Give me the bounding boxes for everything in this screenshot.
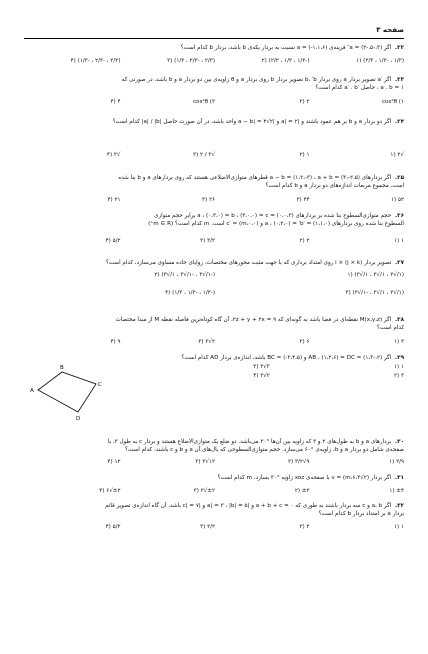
- option-2[interactable]: ۲ (۲: [299, 238, 310, 244]
- question-30-stem-line2: [26, 446, 404, 454]
- question-text: بردار a بر امتداد بردار b کدام است؟: [318, 511, 404, 517]
- header-divider: [24, 38, 404, 39]
- option-4[interactable]: ۲۱ (۴: [107, 197, 121, 203]
- option-4[interactable]: ۵/۲ (۴: [105, 524, 121, 530]
- option-3[interactable]: ۳√۳ (۳: [253, 364, 270, 370]
- question-32-options: [26, 522, 404, 532]
- point-c-label: C: [98, 382, 102, 388]
- question-32-stem-line2: [26, 510, 404, 518]
- question-31-stem: [26, 474, 404, 482]
- option-2[interactable]: (-۱/۳ ، ۱/۳ ، ۲/۳) (۲: [261, 58, 310, 64]
- option-3[interactable]: ۱۲√۳ (۳: [195, 459, 215, 465]
- option-3[interactable]: ±۲√۳ (۳: [193, 488, 215, 494]
- quadrilateral-diagram: [28, 360, 108, 422]
- question-text: کدام است؟: [376, 325, 404, 331]
- question-text: تصویر بردار i × (j × k) روی امتداد برداری که با جهت مثبت محورهای مختصات، زوایای حاده مساوی می‌سازد، کدام است؟: [105, 260, 392, 266]
- option-3[interactable]: √۳ / ۲ (۳: [192, 152, 215, 158]
- question-23-stem-line2: [26, 84, 404, 92]
- question-24-options: [26, 150, 404, 160]
- question-number: ۲۶.: [395, 213, 404, 219]
- question-25-stem-line2: [26, 182, 404, 190]
- option-4[interactable]: ۱۲ (۴: [107, 459, 121, 465]
- question-26-stem-line2: [26, 220, 404, 228]
- option-1[interactable]: ±۴ (۱: [389, 488, 404, 494]
- question-number: ۳۲.: [395, 503, 404, 509]
- option-4[interactable]: (-۱/۳ ، -۱/۳ ، ۱/۳) (۴: [165, 290, 215, 296]
- question-text: اگر بردار (۲√۳،m،۶) = v با صفحه‌ی xoz زاویه °۳۰ بسازد، m کدام است؟: [217, 475, 392, 481]
- question-24-stem: [26, 118, 404, 126]
- question-32-stem: [26, 502, 404, 510]
- option-4[interactable]: ۹ (۴: [110, 339, 121, 345]
- option-2[interactable]: ۹√۳/۲ (۲: [288, 459, 310, 465]
- question-number: ۲۸.: [395, 317, 404, 323]
- option-1[interactable]: ۵۲ (۱: [391, 197, 404, 203]
- question-23-stem: [26, 76, 404, 84]
- option-4[interactable]: ۴ (۴: [110, 99, 121, 105]
- point-b-label: B: [60, 365, 64, 371]
- question-text: است. مجموع مربعات اندازه‌های دو بردار a و b کدام است؟: [265, 183, 404, 189]
- option-3[interactable]: ۳/۲ (۳: [200, 524, 215, 530]
- question-text: السطوح بنا شده روی بردارهای (۱،۱،۰) = ′a ، (۰،۲،۰) = ′b و (۰،۰،m) = ′c است. m کدام است؟ (m ∈ R⁺): [148, 221, 404, 227]
- option-3[interactable]: ۲√۳ (۳: [198, 339, 215, 345]
- option-3[interactable]: (۲/۳ ، -۲/۳ ، ۱/۳) (۳: [167, 58, 215, 64]
- question-26-stem: [26, 212, 404, 220]
- option-2[interactable]: ۳ (۲: [394, 373, 404, 379]
- option-4[interactable]: ۵/۲ (۴: [105, 238, 121, 244]
- option-4[interactable]: ۲√۳ (۴: [253, 373, 270, 379]
- question-text: اگر (۳،-۵،-۲) = a″ قرینه‌ی a = (-۱،۱،۶) نسبت به بردار یکه‌ی b باشد، بردار b کدام است؟: [180, 45, 392, 51]
- point-d-label: D: [76, 416, 81, 422]
- question-23-options: [26, 97, 404, 107]
- option-2[interactable]: (-۱/√۳ ، -۱/√۳ ، ۱/√۳) (۲: [154, 272, 215, 278]
- option-4[interactable]: (۲/۳ ، -۲/۳ ، -۱/۳) (۴: [70, 58, 121, 64]
- question-number: ۲۷.: [395, 260, 404, 266]
- question-text: بردارهای a و b به طول‌های ۲ و ۳ که زاویه بین آن‌ها °۳۰ می‌باشد. دو ضلع یک متوازی‌الاضلاع هستند و بردار c به طول ۳، با: [107, 439, 392, 445]
- question-25-options: [26, 195, 404, 205]
- option-1[interactable]: (۱/√۳ ، ۱/√۳ ، ۱/√۳) (۱: [347, 272, 404, 278]
- option-2[interactable]: ۲ (۲: [299, 524, 310, 530]
- question-28-stem: [26, 316, 404, 324]
- question-number: ۲۹.: [395, 355, 404, 361]
- question-text: اگر a، b و c سه بردار باشند به طوری که ۰ = a + b + c و |a| = ۳ ، |b| = ۵ و |c| = ۷ باشد، آن گاه اندازه‌ی تصویر قائم: [105, 503, 392, 509]
- option-1[interactable]: ۱ (۱: [394, 364, 404, 370]
- question-26-options: [26, 236, 404, 246]
- quadrilateral-shape: [38, 372, 96, 412]
- question-text: حجم متوازی‌السطوح بنا شده بر بردارهای (۰،۰،۳) = a ، (۰،۳،۰) = b ، (۳،۰،۰) = c برابر حجم متوازی: [153, 213, 392, 219]
- option-2[interactable]: ±۲ (۲: [294, 488, 310, 494]
- question-number: ۲۳.: [395, 77, 404, 83]
- page-number: صفحه ۳: [376, 26, 404, 34]
- question-22-stem: [26, 44, 404, 52]
- question-22-options: [26, 56, 404, 66]
- option-1[interactable]: √۲ (۱: [390, 152, 404, 158]
- option-2[interactable]: ۶ (۲: [299, 339, 310, 345]
- option-1[interactable]: ۱ (۱: [394, 238, 404, 244]
- option-4[interactable]: ±۲√۶ (۴: [99, 488, 121, 494]
- question-text: اگر (۲،-۱،۳) = AB ، (۱،۲،۶) = DC و (۳،۴،۵-) = BC باشد، اندازه‌ی بردار AD کدام است؟: [181, 355, 392, 361]
- question-30-stem: [26, 438, 404, 446]
- option-3[interactable]: ۲۶ (۳: [202, 197, 215, 203]
- option-3[interactable]: ۳/۲ (۳: [200, 238, 215, 244]
- question-text: اگر بردارهای a − b = (۱،۲،-۳) ، a + b = (۳،-۲،۵) قطرهای متوازی‌الاضلاعی هستند که روی بردارهای a و b بنا شده: [118, 175, 392, 181]
- option-1[interactable]: cos²θ (۱: [381, 99, 404, 105]
- option-3[interactable]: (۱/√۳ ، ۱/√۳ ، -۱/√۳) (۳: [345, 290, 404, 296]
- option-1[interactable]: ۱ (۱: [394, 524, 404, 530]
- option-2[interactable]: ۲ (۲: [299, 99, 310, 105]
- question-number: ۳۱.: [395, 475, 404, 481]
- question-text: ۱ = a . b ، حاصل ′a′ . b کدام است؟: [315, 85, 404, 91]
- question-number: ۲۵.: [395, 175, 404, 181]
- option-2[interactable]: ۴۴ (۲: [296, 197, 310, 203]
- question-text: اگر ′a تصویر بردار a روی بردار b، ′b تصویر بردار b روی بردار a و θ زاویه‌ی بین دو بردار a و b باشد، در صورتی که: [121, 77, 392, 83]
- question-31-options: [26, 486, 404, 496]
- option-1[interactable]: ۳ (۱: [394, 339, 404, 345]
- point-a-label: A: [30, 388, 34, 394]
- question-number: ۳۰.: [395, 439, 404, 445]
- question-number: ۲۴.: [395, 119, 404, 125]
- question-30-options: [26, 457, 404, 467]
- question-27-options: [26, 272, 404, 312]
- question-25-stem: [26, 174, 404, 182]
- question-27-stem: [26, 259, 404, 267]
- question-28-options: [26, 337, 404, 347]
- option-1[interactable]: (۱/۳ ، -۱/۳ ، ۲/۳) (۱: [356, 58, 404, 64]
- question-number: ۲۲.: [395, 45, 404, 51]
- question-text: اگر دو بردار a و b بر هم عمود باشند و |a| = ۲ و |a − b| = ۴√۲ واحد باشد، در آن صورت حاصل |a| / |b| کدام است؟: [112, 119, 392, 125]
- question-text: صفحه‌ی شامل دو بردار a و b، زاویه‌ی °۶۰ می‌سازد. حجم متوازی‌السطوحی که یال‌های آن a و b و c باشند، کدام است؟: [125, 447, 404, 453]
- option-4[interactable]: √۳ (۴: [106, 152, 121, 158]
- question-28-stem-line2: [26, 324, 404, 332]
- option-3[interactable]: cos⁴θ (۳: [192, 99, 215, 105]
- option-2[interactable]: ۱ (۲: [299, 152, 310, 158]
- option-1[interactable]: ۲/۹ (۱: [389, 459, 404, 465]
- question-29-options: [160, 364, 404, 404]
- question-text: اگر M(x،y،z) نقطه‌ای در فضا باشد به گونه‌ای که ۹ = ۲z + y + ۲x، آن گاه کوتاه‌ترین فاصله نقطه M از مبدأ مختصات: [115, 317, 392, 323]
